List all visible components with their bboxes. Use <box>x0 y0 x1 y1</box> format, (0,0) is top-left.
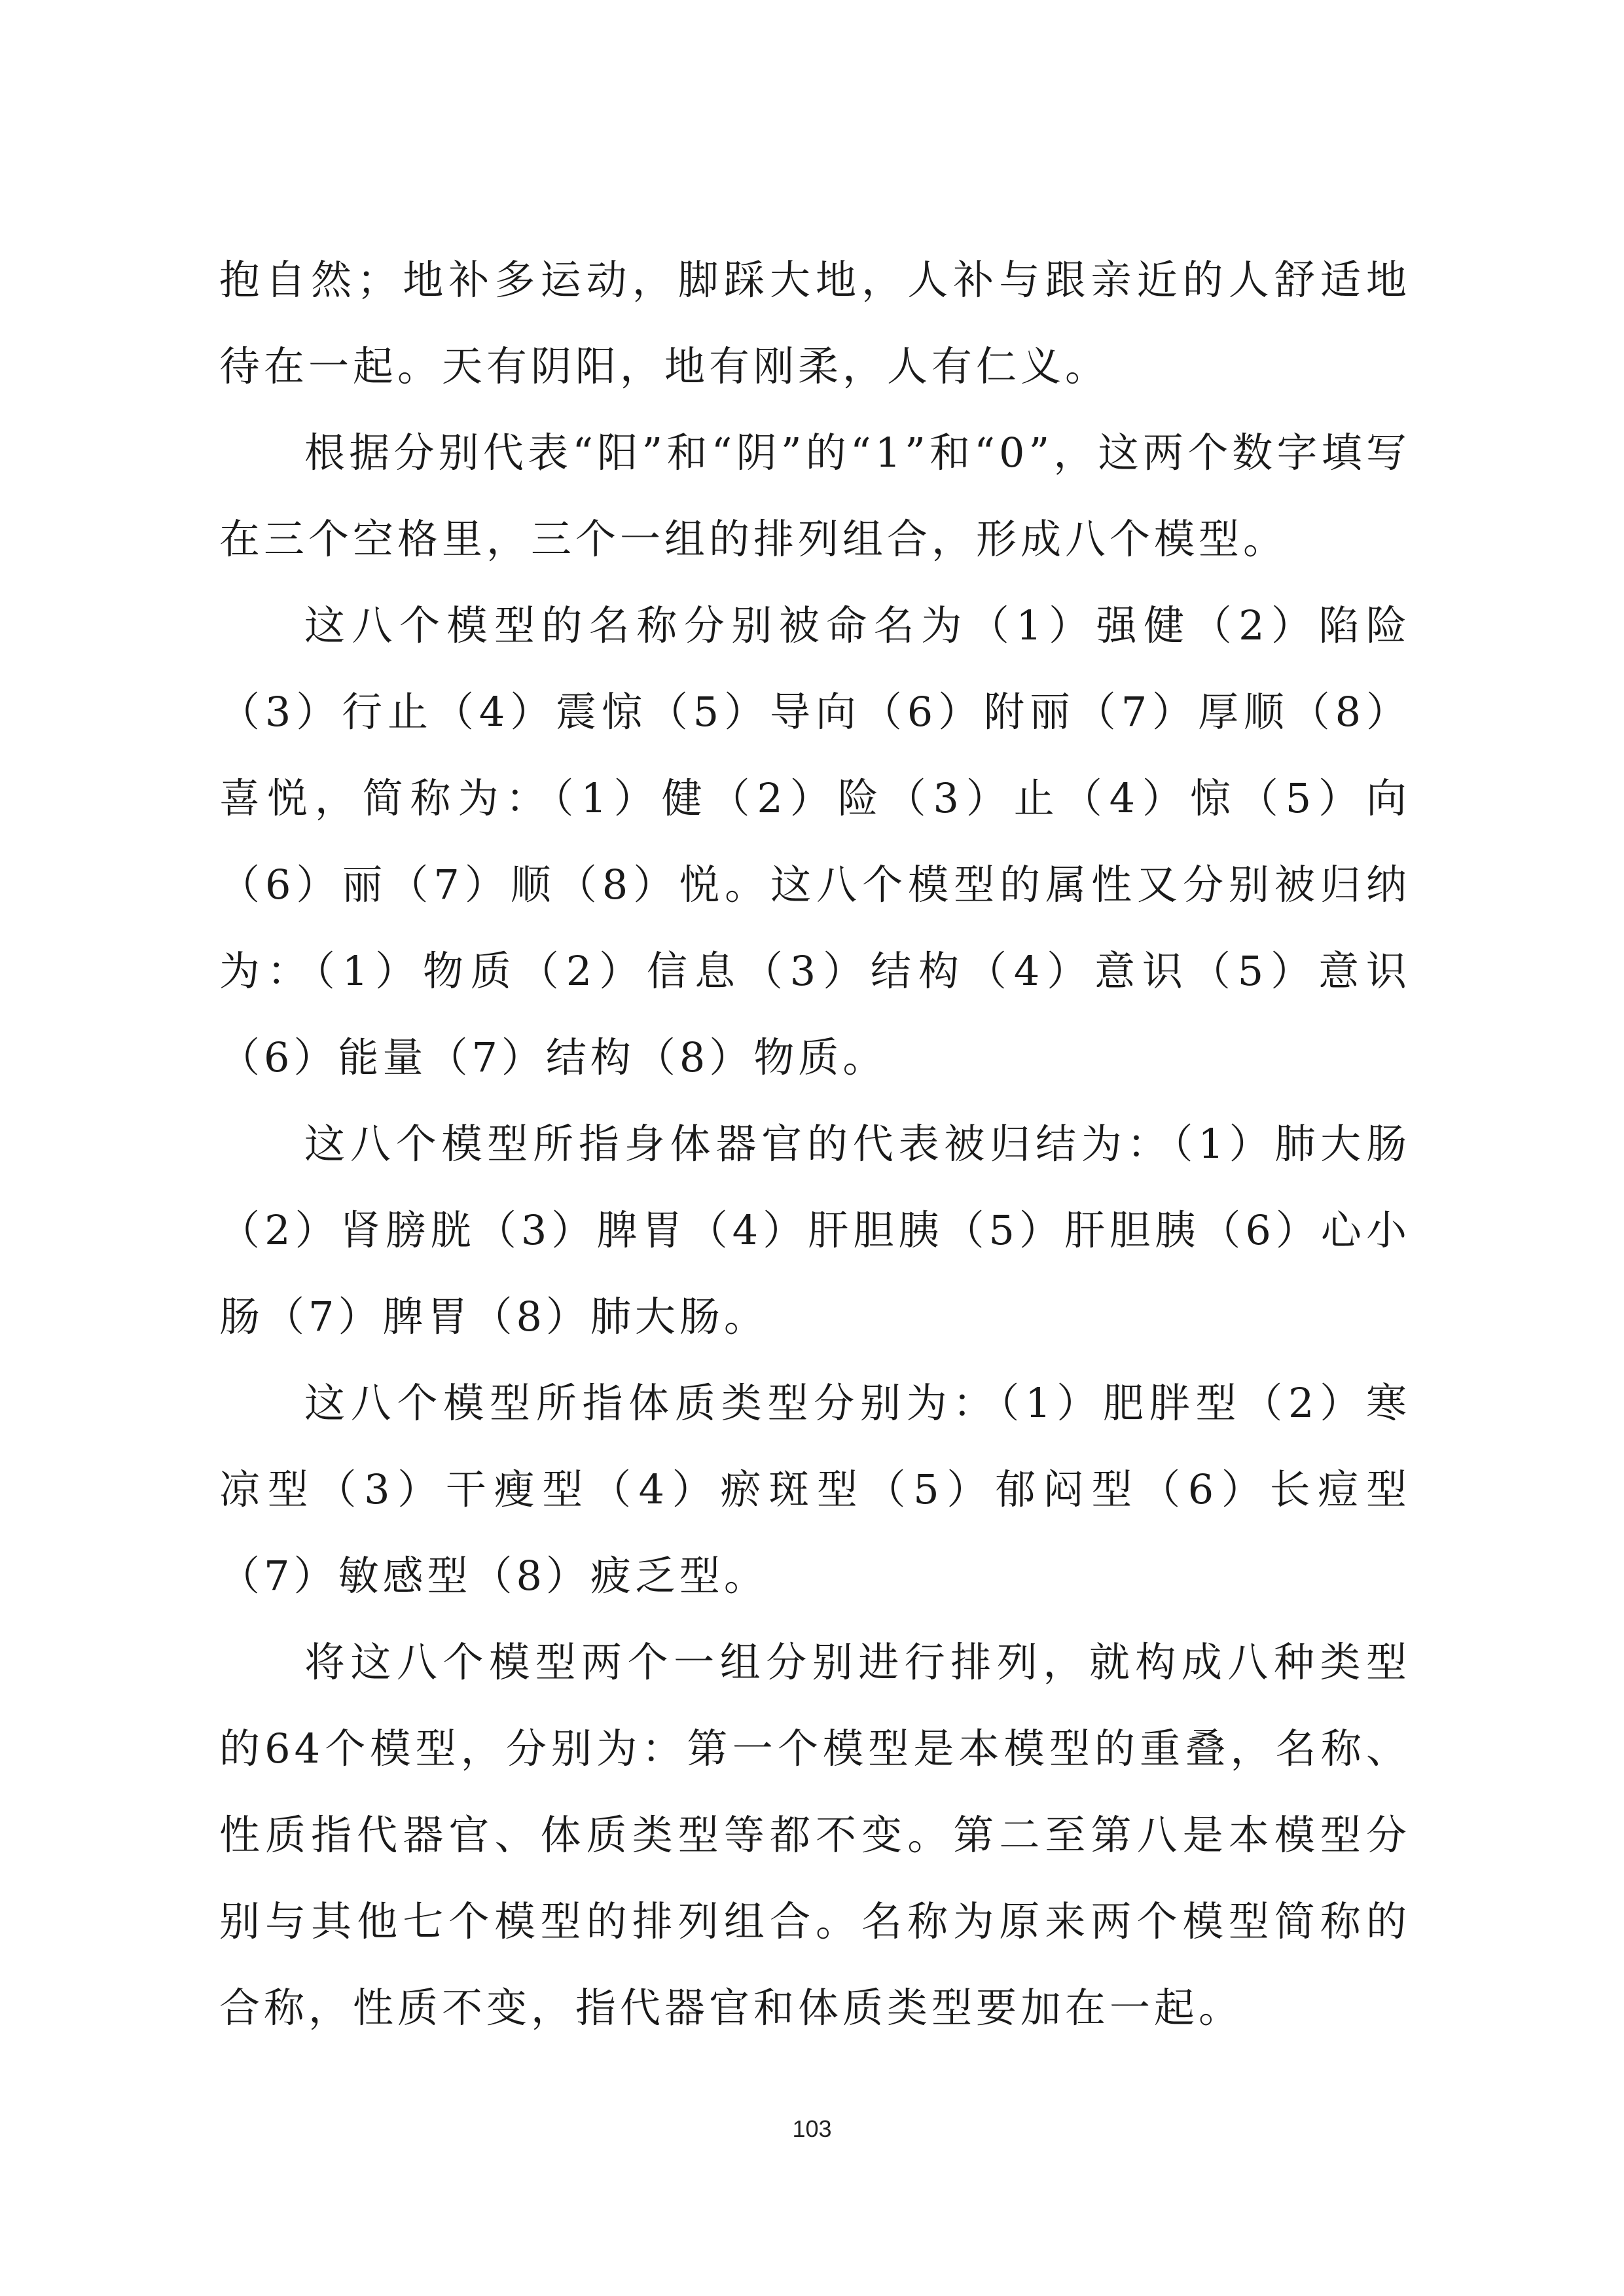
paragraph-constitution-types: 这八个模型所指体质类型分别为：（1）肥胖型（2）寒凉型（3）干瘦型（4）瘀斑型（5）郁闷型（6）长痘型（7）敏感型（8）疲乏型。 <box>219 1379 1411 1600</box>
body-text <box>219 237 1411 2051</box>
paragraph-yin-yang-digits: 根据分别代表“阳”和“阴”的“1”和“0”，这两个数字填写在三个空格里，三个一组的排列组合，形成八个模型。 <box>219 429 1411 563</box>
paragraph-model-names: 这八个模型的名称分别被命名为（1）强健（2）陷险（3）行止（4）震惊（5）导向（6）附丽（7）厚顺（8）喜悦，简称为：（1）健（2）险（3）止（4）惊（5）向（6）丽（7）顺（8）悦。这八个模型的属性又分别被归纳为：（1）物质（2）信息（3）结构（4）意识（5）意识（6）能量（7）结构（8）物质。 <box>219 601 1411 1081</box>
paragraph-continuation: 抱自然；地补多运动，脚踩大地，人补与跟亲近的人舒适地待在一起。天有阴阳，地有刚柔，人有仁义。 <box>219 256 1411 390</box>
paragraph-64-models: 将这八个模型两个一组分别进行排列，就构成八种类型的64个模型，分别为：第一个模型是本模型的重叠，名称、性质指代器官、体质类型等都不变。第二至第八是本模型分别与其他七个模型的排列组合。名称为原来两个模型简称的合称，性质不变，指代器官和体质类型要加在一起。 <box>219 1638 1411 2032</box>
page-number: 103 <box>792 2115 832 2142</box>
paragraph-body-organs: 这八个模型所指身体器官的代表被归结为：（1）肺大肠（2）肾膀胱（3）脾胃（4）肝胆胰（5）肝胆胰（6）心小肠（7）脾胃（8）肺大肠。 <box>219 1120 1411 1340</box>
